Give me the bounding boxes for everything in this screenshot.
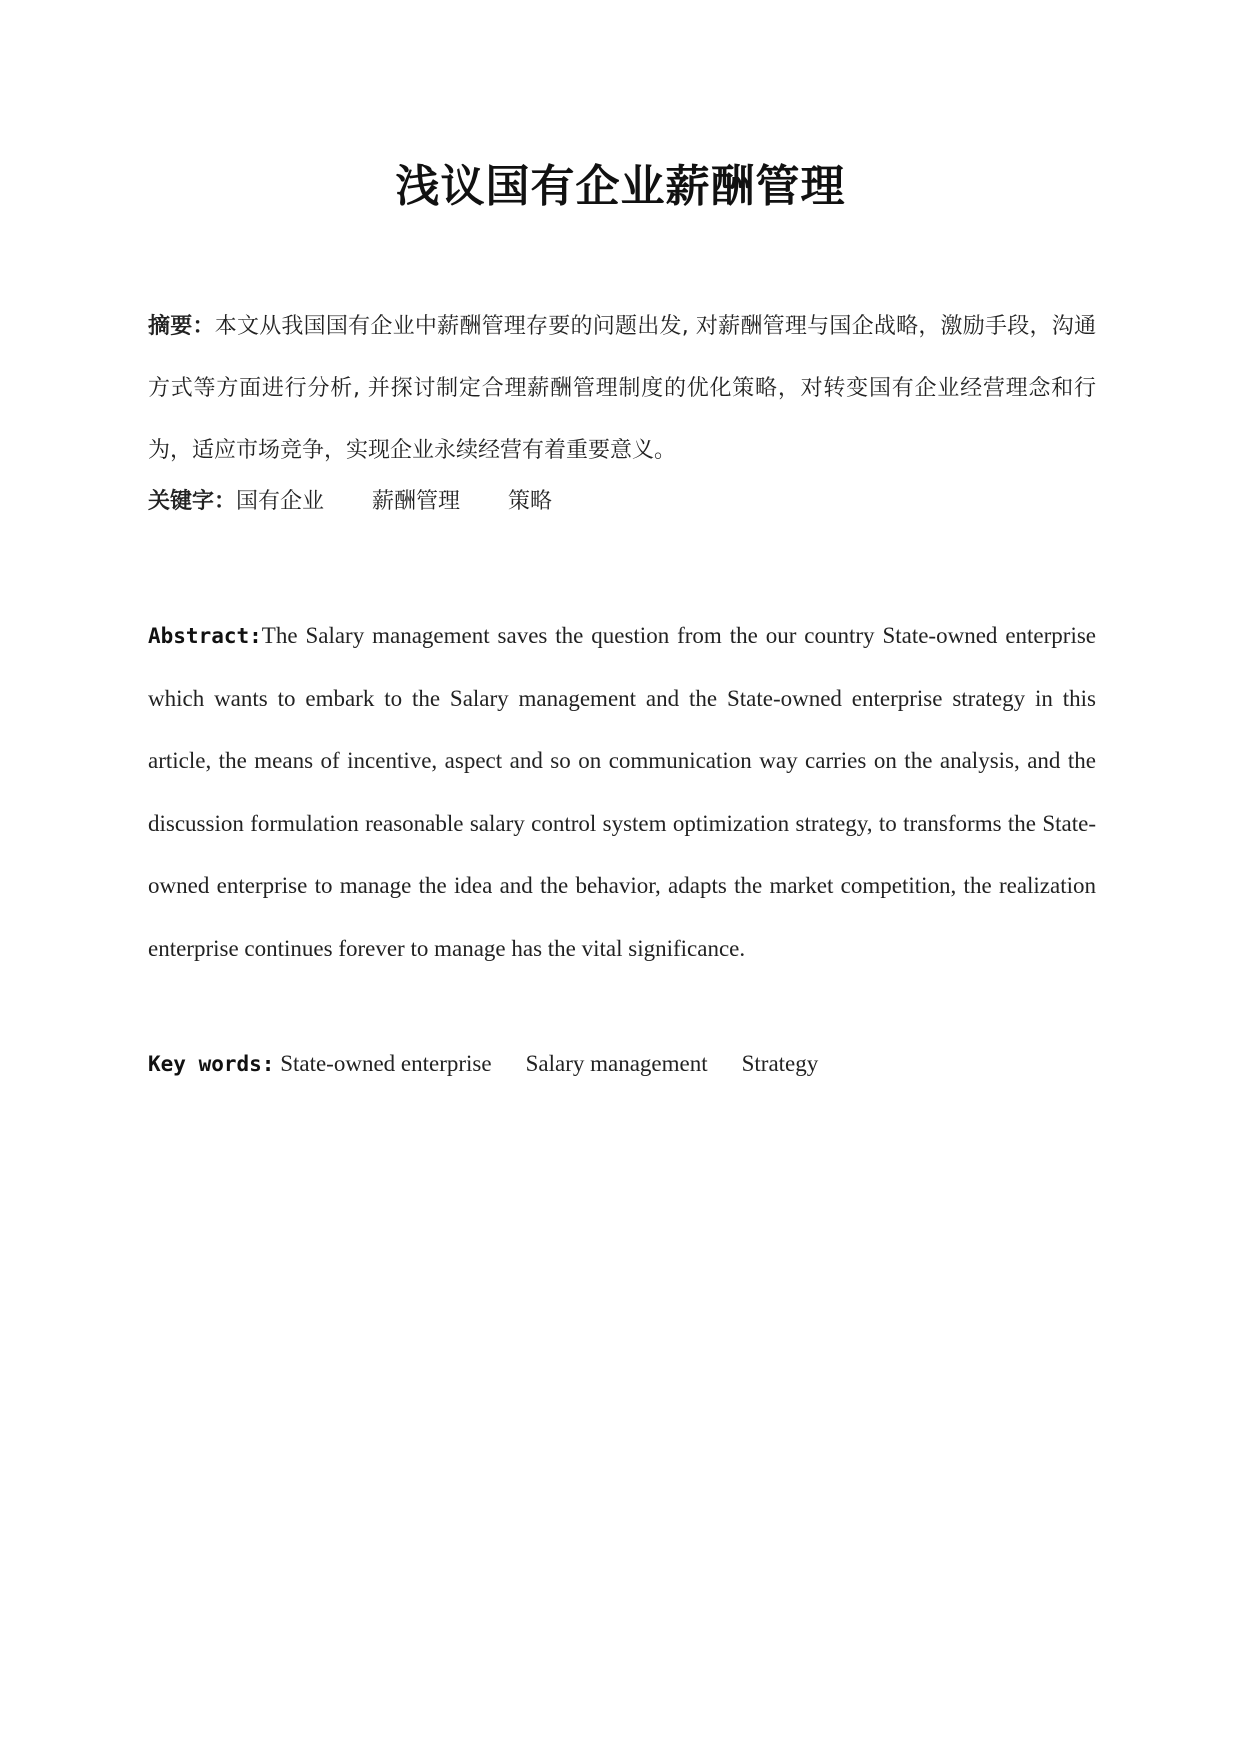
abstract-en-label: Abstract: bbox=[148, 624, 262, 648]
abstract-en bbox=[148, 605, 1096, 980]
keyword-en-item: Salary management bbox=[525, 1051, 708, 1076]
keyword-cn-item: 策略 bbox=[508, 489, 553, 514]
keyword-cn-item: 国有企业 bbox=[236, 489, 325, 514]
keywords-cn-label: 关键字： bbox=[148, 489, 237, 514]
abstract-en-text: The Salary management saves the question from the our country State-owned enterprise which wants to embark to the Salary management and the State-owned enterprise strategy in this article, the means of incentive, aspect and so on communication way carries on the analysis, and the discussion formulation reasonable salary control system optimization strategy, to transforms the State-owned enterprise to manage the idea and the behavior, adapts the market competition, the realization enterprise continues forever to manage has the vital significance. bbox=[148, 623, 1096, 961]
keyword-en-item: Strategy bbox=[741, 1051, 819, 1076]
abstract-cn bbox=[148, 296, 1096, 482]
abstract-cn-text: 本文从我国国有企业中薪酬管理存要的问题出发, 对薪酬管理与国企战略，激励手段，沟通方式等方面进行分析, 并探讨制定合理薪酬管理制度的优化策略，对转变国有企业经营理念和行为，适应市场竞争，实现企业永续经营有着重要意义。 bbox=[148, 314, 1096, 463]
keywords-cn bbox=[148, 480, 1096, 524]
keywords-en bbox=[148, 1042, 1096, 1086]
keyword-en-item: State-owned enterprise bbox=[280, 1051, 492, 1076]
abstract-cn-label: 摘要： bbox=[148, 314, 215, 339]
keywords-en-label: Key words: bbox=[148, 1052, 275, 1076]
keyword-cn-item: 薪酬管理 bbox=[372, 489, 461, 514]
page-title: 浅议国有企业薪酬管理 bbox=[395, 161, 846, 212]
